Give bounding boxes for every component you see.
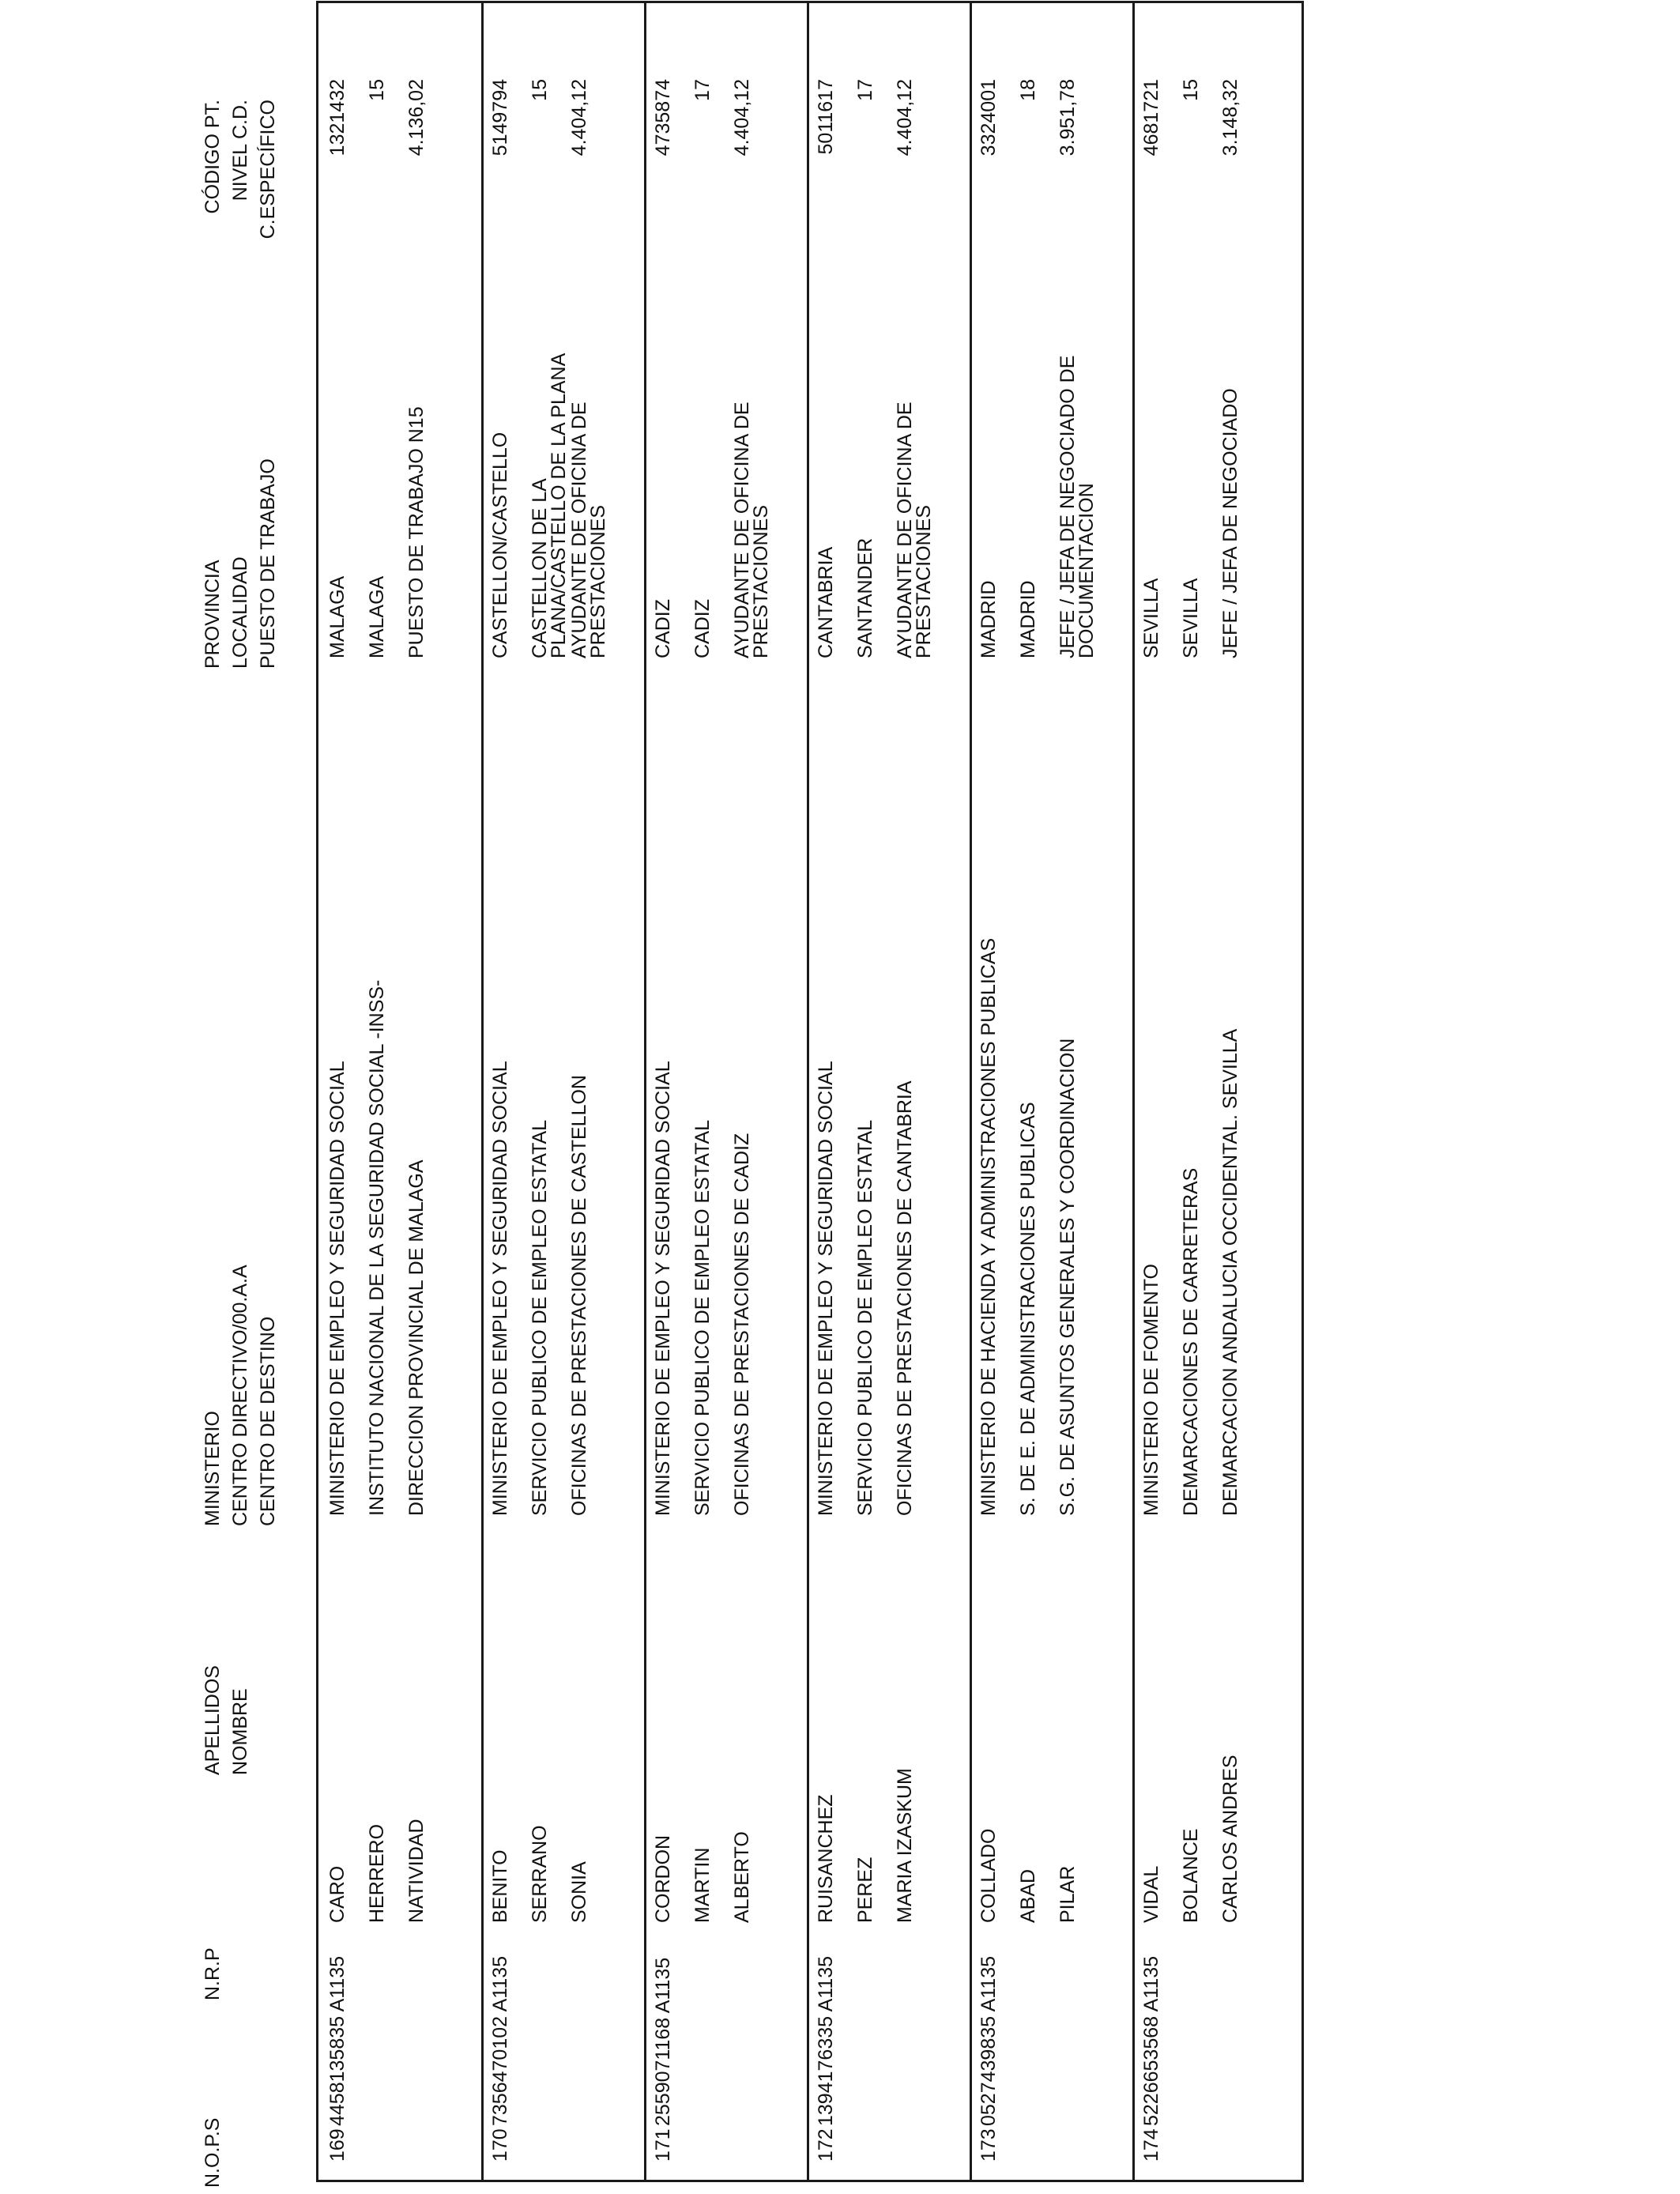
record-nops: 169: [326, 2128, 348, 2162]
record-name-line: SERRANO: [529, 1825, 551, 1923]
record-nops: 174: [1140, 2128, 1162, 2162]
header-nivel-line: NIVEL C.D.: [229, 100, 251, 202]
header-nrp-label: N.R.P: [202, 1947, 224, 2000]
record-place-line: SEVILLA: [1140, 578, 1162, 658]
record-code-line: 17: [691, 79, 714, 101]
record-row: [1132, 3, 1295, 2180]
record-code-line: 15: [366, 79, 388, 101]
record-place-line: CANTABRIA: [815, 546, 837, 658]
record-code-line: 15: [529, 79, 551, 101]
record-nops: 173: [977, 2128, 1000, 2162]
record-place-line: CASTELLON/CASTELLO: [489, 432, 511, 658]
record-place-line: PUESTO DE TRABAJO N15: [405, 406, 428, 658]
header-centro-destino-line: CENTRO DE DESTINO: [257, 1316, 279, 1526]
record-code-line: 4735874: [652, 79, 674, 156]
header-nops-label: N.O.P.S: [202, 2117, 224, 2188]
record-org-line: INSTITUTO NACIONAL DE LA SEGURIDAD SOCIAL -INSS-: [366, 979, 388, 1516]
record-code-line: 3.951,78: [1057, 79, 1079, 156]
record-place-line: CADIZ: [652, 599, 674, 658]
record-org-line: MINISTERIO DE FOMENTO: [1140, 1264, 1162, 1516]
record-name-line: CARLOS ANDRES: [1219, 1755, 1241, 1923]
record-row: [970, 3, 1132, 2180]
record-org-line: MINISTERIO DE EMPLEO Y SEGURIDAD SOCIAL: [815, 1061, 837, 1516]
record-name-line: CORDON: [652, 1834, 674, 1923]
record-name-line: NATIVIDAD: [405, 1819, 428, 1923]
record-name-line: ABAD: [1017, 1868, 1039, 1923]
record-nrp: 2559071168 A1135: [652, 1957, 674, 2126]
record-place-line: MALAGA: [366, 575, 388, 658]
record-place-line: MALAGA: [326, 575, 348, 658]
record-place-line: JEFE / JEFA DE NEGOCIADO: [1219, 388, 1241, 658]
record-org-line: MINISTERIO DE EMPLEO Y SEGURIDAD SOCIAL: [489, 1061, 511, 1516]
header-nrp: [199, 1947, 227, 2000]
record-row: [644, 3, 807, 2180]
record-nrp: 1394176335 A1135: [815, 1955, 837, 2126]
record-row: [481, 3, 644, 2180]
header-ministerio-line: MINISTERIO: [202, 1411, 224, 1526]
record-name-line: HERRERO: [366, 1823, 388, 1923]
header-codigo-line: CÓDIGO PT.: [202, 100, 224, 214]
record-org-line: S.G. DE ASUNTOS GENERALES Y COORDINACION: [1057, 1038, 1079, 1516]
record-code-line: 4.404,12: [568, 79, 590, 156]
header-especifico-line: C.ESPECÍFICO: [257, 100, 279, 239]
record-name-line: BENITO: [489, 1849, 511, 1923]
record-row: [318, 3, 481, 2180]
header-centro-directivo-line: CENTRO DIRECTIVO/00.A.A: [229, 1265, 251, 1526]
record-org-line: SERVICIO PUBLICO DE EMPLEO ESTATAL: [691, 1119, 714, 1516]
record-org-line: DEMARCACIONES DE CARRETERAS: [1180, 1167, 1202, 1516]
record-nrp: 0527439835 A1135: [977, 1955, 1000, 2126]
record-name-line: VIDAL: [1140, 1865, 1162, 1923]
record-place-line: MADRID: [977, 580, 1000, 658]
record-name-line: SONIA: [568, 1861, 590, 1923]
record-name-line: CARO: [326, 1865, 348, 1923]
record-org-line: MINISTERIO DE EMPLEO Y SEGURIDAD SOCIAL: [326, 1061, 348, 1516]
record-code-line: 4.404,12: [731, 79, 753, 156]
header-puesto-line: PUESTO DE TRABAJO: [257, 458, 279, 669]
record-name-line: MARTIN: [691, 1847, 714, 1923]
header-nops: [199, 2118, 227, 2188]
record-org-line: SERVICIO PUBLICO DE EMPLEO ESTATAL: [529, 1119, 551, 1516]
record-place-line: CADIZ: [691, 599, 714, 658]
record-code-line: 18: [1017, 79, 1039, 101]
record-name-line: PEREZ: [854, 1857, 876, 1923]
header-provincia: [199, 458, 282, 669]
record-org-line: S. DE E. DE ADMINISTRACIONES PUBLICAS: [1017, 1102, 1039, 1516]
header-ministerio: [199, 1265, 282, 1526]
header-codigo: [199, 100, 282, 273]
record-code-line: 17: [854, 79, 876, 101]
record-org-line: MINISTERIO DE EMPLEO Y SEGURIDAD SOCIAL: [652, 1061, 674, 1516]
record-org-line: SERVICIO PUBLICO DE EMPLEO ESTATAL: [854, 1119, 876, 1516]
record-org-line: OFICINAS DE PRESTACIONES DE CANTABRIA: [894, 1080, 916, 1516]
record-org-line: DIRECCION PROVINCIAL DE MALAGA: [405, 1159, 428, 1516]
record-nrp: 5226653568 A1135: [1140, 1955, 1162, 2126]
record-nops: 171: [652, 2128, 674, 2162]
record-code-line: 15: [1180, 79, 1202, 101]
record-name-line: BOLANCE: [1180, 1828, 1202, 1923]
header-nombre-line: NOMBRE: [229, 1688, 251, 1775]
record-org-line: OFICINAS DE PRESTACIONES DE CASTELLON: [568, 1075, 590, 1516]
record-nops: 172: [815, 2128, 837, 2162]
record-name-line: MARIA IZASKUM: [894, 1768, 916, 1923]
records-table: [316, 1, 1304, 2182]
record-org-line: MINISTERIO DE HACIENDA Y ADMINISTRACIONES PUBLICAS: [977, 937, 1000, 1516]
record-code-line: 4.136,02: [405, 79, 428, 156]
record-code-line: 5149794: [489, 79, 511, 156]
record-code-line: 3324001: [977, 79, 1000, 156]
record-code-line: 4.404,12: [894, 79, 916, 156]
header-apellidos-line: APELLIDOS: [202, 1665, 224, 1775]
record-nrp: 4458135835 A1135: [326, 1955, 348, 2126]
record-code-line: 4681721: [1140, 79, 1162, 156]
record-name-line: RUISANCHEZ: [815, 1794, 837, 1923]
header-apellidos: [199, 1665, 254, 1775]
header-provincia-line: PROVINCIA: [202, 560, 224, 669]
record-org-line: OFICINAS DE PRESTACIONES DE CADIZ: [731, 1133, 753, 1516]
record-row: [807, 3, 970, 2180]
record-nops: 170: [489, 2128, 511, 2162]
record-code-line: 1321432: [326, 79, 348, 156]
record-place-line: AYUDANTE DE OFICINA DE PRESTACIONES: [731, 401, 772, 658]
record-code-line: 3.148,32: [1219, 79, 1241, 156]
record-nrp: 7356470102 A1135: [489, 1955, 511, 2126]
record-code-line: 5011617: [815, 79, 837, 155]
record-place-line: AYUDANTE DE OFICINA DE PRESTACIONES: [568, 401, 609, 658]
record-place-line: AYUDANTE DE OFICINA DE PRESTACIONES: [894, 401, 935, 658]
record-name-line: PILAR: [1057, 1865, 1079, 1923]
record-place-line: CASTELLON DE LA PLANA/CASTELLO DE LA PLANA: [529, 352, 570, 658]
record-name-line: COLLADO: [977, 1828, 1000, 1923]
record-place-line: SEVILLA: [1180, 578, 1202, 658]
record-place-line: JEFE / JEFA DE NEGOCIADO DE DOCUMENTACION: [1057, 355, 1098, 658]
header-localidad-line: LOCALIDAD: [229, 556, 251, 669]
record-org-line: DEMARCACION ANDALUCIA OCCIDENTAL. SEVILLA: [1219, 1028, 1241, 1516]
record-place-line: MADRID: [1017, 580, 1039, 658]
record-place-line: SANTANDER: [854, 537, 876, 658]
record-name-line: ALBERTO: [731, 1831, 753, 1923]
